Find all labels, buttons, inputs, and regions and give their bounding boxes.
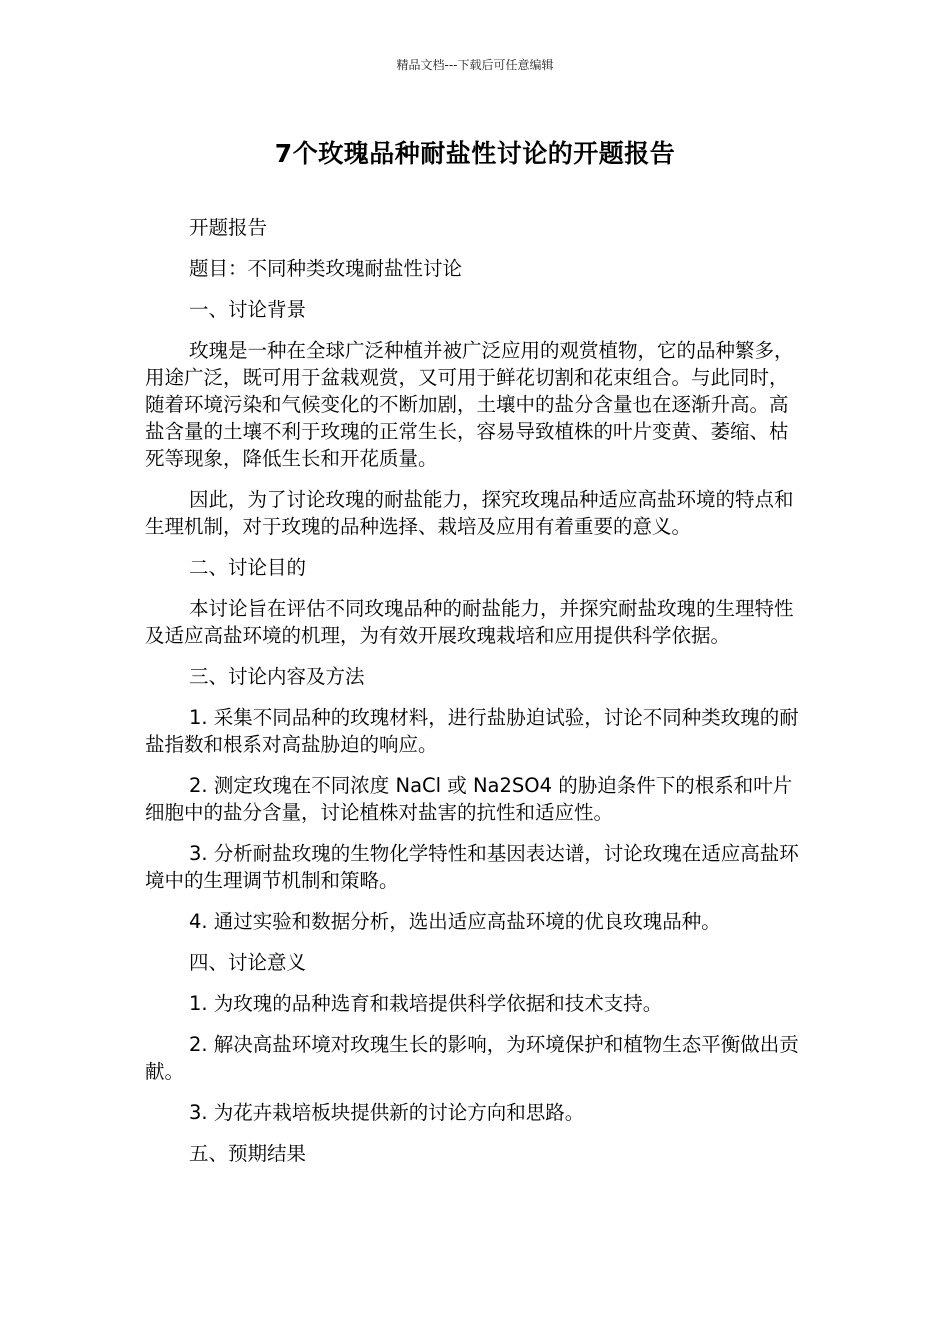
- section-heading-content-methods: 三、讨论内容及方法: [189, 665, 365, 688]
- paragraph-background-2: 因此，为了讨论玫瑰的耐盐能力，探究玫瑰品种适应高盐环境的特点和生理机制，对于玫瑰的品种选择、栽培及应用有着重要的意义。: [145, 488, 794, 538]
- header-note: 精品文档---下载后可任意编辑: [396, 58, 554, 72]
- list-item-method-3: 3. 分析耐盐玫瑰的生物化学特性和基因表达谱，讨论玫瑰在适应高盐环境中的生理调节机制和策略。: [145, 842, 799, 892]
- list-item-significance-1: 1. 为玫瑰的品种选育和栽培提供科学依据和技术支持。: [189, 992, 663, 1015]
- section-heading-significance: 四、讨论意义: [189, 951, 307, 974]
- document-title: 7个玫瑰品种耐盐性讨论的开题报告: [274, 139, 676, 168]
- paragraph-purpose: 本讨论旨在评估不同玫瑰品种的耐盐能力，并探究耐盐玫瑰的生理特性及适应高盐环境的机理，为有效开展玫瑰栽培和应用提供科学依据。: [145, 597, 794, 647]
- section-heading-expected-results: 五、预期结果: [189, 1142, 307, 1165]
- list-item-method-1: 1. 采集不同品种的玫瑰材料，进行盐胁迫试验，讨论不同种类玫瑰的耐盐指数和根系对高盐胁迫的响应。: [145, 706, 799, 756]
- section-heading-purpose: 二、讨论目的: [189, 556, 307, 579]
- document-body: [145, 214, 805, 1181]
- list-item-significance-3: 3. 为花卉栽培板块提供新的讨论方向和思路。: [189, 1101, 585, 1124]
- paragraph-topic: 题目：不同种类玫瑰耐盐性讨论: [189, 257, 463, 280]
- paragraph-report-label: 开题报告: [189, 216, 268, 239]
- section-heading-background: 一、讨论背景: [189, 298, 307, 321]
- list-item-significance-2: 2. 解决高盐环境对玫瑰生长的影响，为环境保护和植物生态平衡做出贡献。: [145, 1033, 799, 1083]
- list-item-method-4: 4. 通过实验和数据分析，选出适应高盐环境的优良玫瑰品种。: [189, 910, 721, 933]
- list-item-method-2: 2. 测定玫瑰在不同浓度 NaCl 或 Na2SO4 的胁迫条件下的根系和叶片细胞中的盐分含量，讨论植株对盐害的抗性和适应性。: [145, 774, 793, 824]
- paragraph-background-1: 玫瑰是一种在全球广泛种植并被广泛应用的观赏植物，它的品种繁多，用途广泛，既可用于盆栽观赏，又可用于鲜花切割和花束组合。与此同时，随着环境污染和气候变化的不断加剧，土壤中的盐分含量也在逐渐升高。高盐含量的土壤不利于玫瑰的正常生长，容易导致植株的叶片变黄、萎缩、枯死等现象，降低生长和开花质量。: [145, 339, 794, 470]
